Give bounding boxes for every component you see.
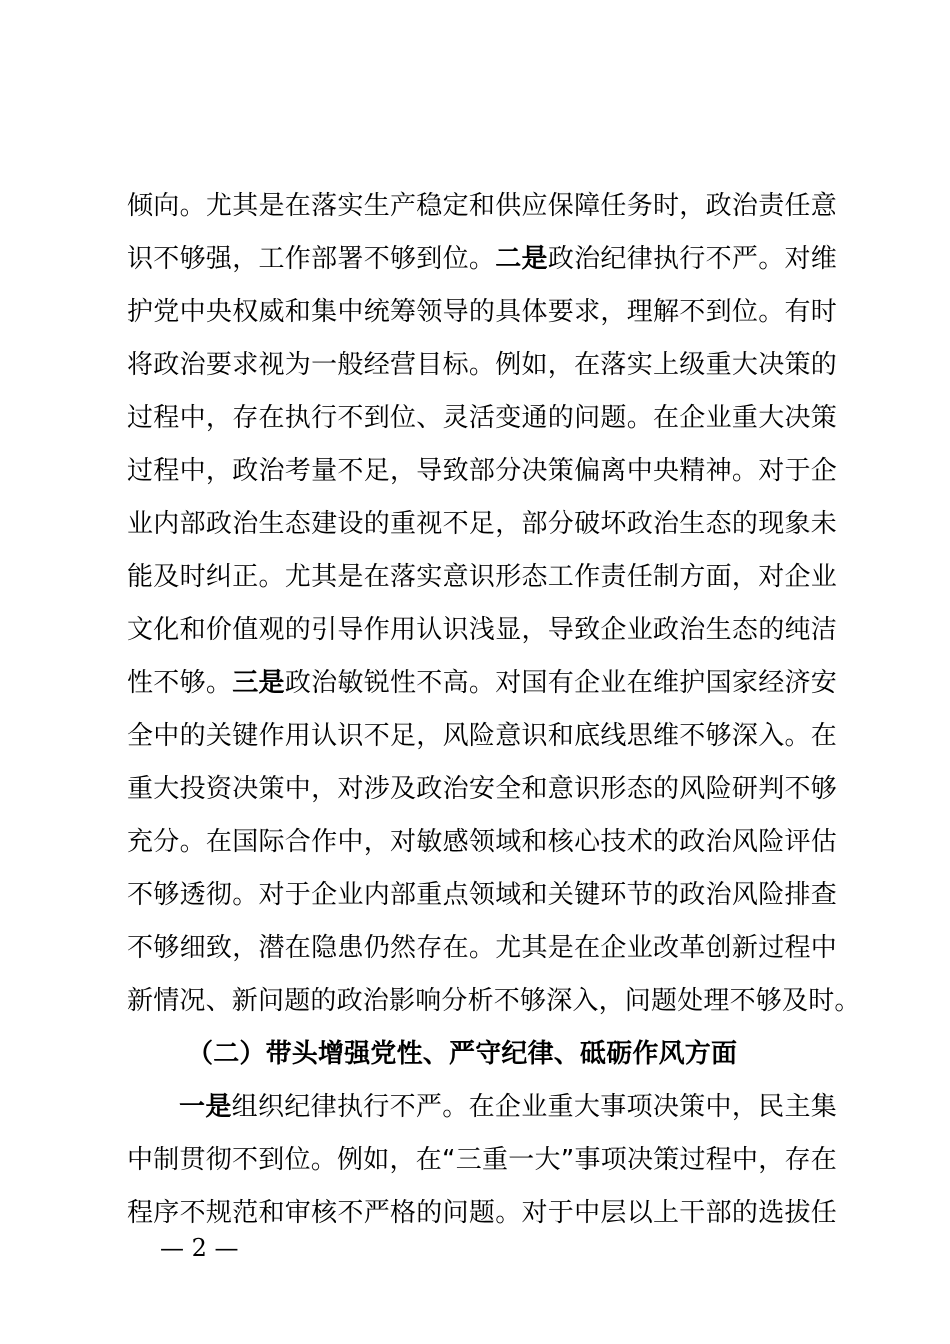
body-text xyxy=(127,180,861,1240)
text-line: 过程中，存在执行不到位、灵活变通的问题。在企业重大决策 xyxy=(127,403,837,433)
text-line xyxy=(127,1081,837,1134)
text-line: 能及时纠正。尤其是在落实意识形态工作责任制方面，对企业 xyxy=(127,562,837,592)
text-span: 性不够。 xyxy=(127,668,233,698)
text-line: 不够细致，潜在隐患仍然存在。尤其是在企业改革创新过程中 xyxy=(127,933,837,963)
text-line: 程序不规范和审核不严格的问题。对于中层以上干部的选拔任 xyxy=(127,1198,837,1228)
bold-marker: 二是 xyxy=(495,244,548,274)
text-line: 将政治要求视为一般经营目标。例如，在落实上级重大决策的 xyxy=(127,350,837,380)
text-span: 识不够强，工作部署不够到位。 xyxy=(127,244,496,274)
text-line: 文化和价值观的引导作用认识浅显，导致企业政治生态的纯洁 xyxy=(127,615,837,645)
text-line: 不够透彻。对于企业内部重点领域和关键环节的政治风险排查 xyxy=(127,880,837,910)
text-line: 重大投资决策中，对涉及政治安全和意识形态的风险研判不够 xyxy=(127,774,837,804)
text-span: 组织纪律执行不严。在企业重大事项决策中，民主集 xyxy=(231,1092,837,1122)
text-span: 政治敏锐性不高。对国有企业在维护国家经济安 xyxy=(284,668,837,698)
text-line: 业内部政治生态建设的重视不足，部分破坏政治生态的现象未 xyxy=(127,509,837,539)
bold-marker: 一是 xyxy=(179,1092,232,1122)
text-line: 过程中，政治考量不足，导致部分决策偏离中央精神。对于企 xyxy=(127,456,837,486)
text-line xyxy=(127,233,837,286)
section-heading: （二）带头增强党性、严守纪律、砥砺作风方面 xyxy=(187,1039,738,1069)
text-line: 充分。在国际合作中，对敏感领域和核心技术的政治风险评估 xyxy=(127,827,837,857)
text-line xyxy=(127,657,837,710)
text-line: 中制贯彻不到位。例如，在“三重一大”事项决策过程中，存在 xyxy=(127,1145,837,1175)
bold-marker: 三是 xyxy=(232,668,285,698)
text-line: 新情况、新问题的政治影响分析不够深入，问题处理不够及时。 xyxy=(127,986,861,1016)
text-line: 护党中央权威和集中统筹领导的具体要求，理解不到位。有时 xyxy=(127,297,837,327)
text-line: 倾向。尤其是在落实生产稳定和供应保障任务时，政治责任意 xyxy=(127,191,837,221)
text-line: 全中的关键作用认识不足，风险意识和底线思维不够深入。在 xyxy=(127,721,837,751)
text-span: 政治纪律执行不严。对维 xyxy=(547,244,838,274)
page-number: — 2 — xyxy=(160,1234,239,1262)
